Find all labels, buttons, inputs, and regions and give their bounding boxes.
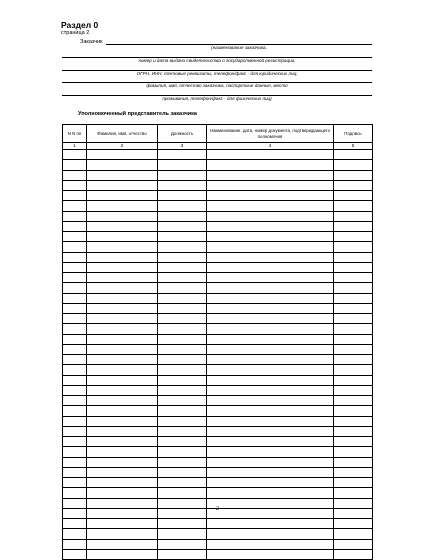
- column-number-4: 4: [207, 143, 334, 150]
- table-cell: [87, 519, 158, 529]
- column-number-3: 3: [158, 143, 207, 150]
- table-cell: [158, 396, 207, 406]
- table-row: [63, 437, 373, 447]
- table-cell: [87, 396, 158, 406]
- table-cell: [207, 519, 334, 529]
- table-cell: [334, 221, 373, 231]
- table-cell: [158, 529, 207, 539]
- table-cell: [63, 180, 87, 190]
- table-cell: [207, 375, 334, 385]
- table-cell: [158, 221, 207, 231]
- table-row: [63, 385, 373, 395]
- table-cell: [334, 416, 373, 426]
- table-cell: [334, 467, 373, 477]
- table-cell: [63, 365, 87, 375]
- table-cell: [63, 519, 87, 529]
- table-body: [63, 150, 373, 560]
- table-cell: [207, 314, 334, 324]
- table-cell: [207, 457, 334, 467]
- table-row: [63, 365, 373, 375]
- table-row: [63, 160, 373, 170]
- column-number-5: 5: [334, 143, 373, 150]
- table-cell: [334, 180, 373, 190]
- table-cell: [87, 416, 158, 426]
- table-cell: [87, 211, 158, 221]
- table-row: [63, 283, 373, 293]
- table-row: [63, 519, 373, 529]
- table-cell: [63, 334, 87, 344]
- table-cell: [158, 232, 207, 242]
- table-cell: [87, 437, 158, 447]
- column-number-2: 2: [87, 143, 158, 150]
- table-cell: [158, 170, 207, 180]
- table-row: [63, 242, 373, 252]
- table-cell: [207, 344, 334, 354]
- table-cell: [207, 303, 334, 313]
- representatives-table: [62, 124, 373, 560]
- table-cell: [158, 262, 207, 272]
- table-row: [63, 344, 373, 354]
- table-row: [63, 314, 373, 324]
- table-cell: [158, 549, 207, 559]
- table-cell: [334, 232, 373, 242]
- table-cell: [334, 283, 373, 293]
- table-cell: [158, 252, 207, 262]
- table-row: [63, 303, 373, 313]
- table-cell: [207, 191, 334, 201]
- table-cell: [63, 303, 87, 313]
- table-cell: [87, 406, 158, 416]
- table-cell: [334, 385, 373, 395]
- table-cell: [87, 283, 158, 293]
- table-row: [63, 488, 373, 498]
- table-cell: [63, 324, 87, 334]
- table-row: [63, 201, 373, 211]
- table-cell: [207, 385, 334, 395]
- table-cell: [63, 262, 87, 272]
- table-row: [63, 406, 373, 416]
- table-cell: [87, 385, 158, 395]
- table-cell: [63, 549, 87, 559]
- table-cell: [158, 447, 207, 457]
- table-cell: [158, 437, 207, 447]
- table-row: [63, 457, 373, 467]
- column-header-full-name: Фамилия, имя, отчество: [87, 125, 158, 143]
- table-cell: [87, 478, 158, 488]
- customer-caption-5: проживания, телефон/факс - для физических лиц): [162, 96, 272, 101]
- table-cell: [334, 150, 373, 160]
- table-cell: [334, 201, 373, 211]
- table-cell: [87, 201, 158, 211]
- table-cell: [63, 160, 87, 170]
- table-cell: [334, 170, 373, 180]
- table-cell: [87, 355, 158, 365]
- table-cell: [334, 447, 373, 457]
- table-cell: [87, 334, 158, 344]
- table-cell: [87, 262, 158, 272]
- table-cell: [63, 416, 87, 426]
- table-cell: [158, 201, 207, 211]
- table-cell: [334, 252, 373, 262]
- table-cell: [207, 406, 334, 416]
- table-cell: [63, 488, 87, 498]
- table-row: [63, 221, 373, 231]
- table-row: [63, 539, 373, 549]
- table-cell: [87, 539, 158, 549]
- table-cell: [207, 426, 334, 436]
- column-number-1: 1: [63, 143, 87, 150]
- customer-label: Заказчик: [80, 39, 103, 45]
- table-cell: [87, 549, 158, 559]
- table-cell: [158, 191, 207, 201]
- customer-caption-4: фамилия, имя, отчество заказчика, паспортные данные, место: [146, 83, 288, 88]
- table-row: [63, 529, 373, 539]
- table-cell: [334, 242, 373, 252]
- table-cell: [207, 488, 334, 498]
- table-cell: [334, 549, 373, 559]
- table-row: [63, 293, 373, 303]
- table-cell: [87, 293, 158, 303]
- table-cell: [207, 324, 334, 334]
- table-cell: [207, 334, 334, 344]
- table-cell: [158, 539, 207, 549]
- table-row: [63, 447, 373, 457]
- table-cell: [334, 160, 373, 170]
- table-cell: [334, 478, 373, 488]
- table-cell: [158, 344, 207, 354]
- table-cell: [63, 273, 87, 283]
- table-cell: [334, 324, 373, 334]
- table-cell: [334, 406, 373, 416]
- table-row: [63, 416, 373, 426]
- table-row: [63, 180, 373, 190]
- table-cell: [158, 416, 207, 426]
- table-cell: [334, 396, 373, 406]
- table-cell: [63, 396, 87, 406]
- table-cell: [158, 375, 207, 385]
- table-cell: [87, 457, 158, 467]
- table-cell: [158, 426, 207, 436]
- table-cell: [207, 396, 334, 406]
- table-cell: [87, 375, 158, 385]
- table-cell: [207, 529, 334, 539]
- table-cell: [158, 488, 207, 498]
- table-cell: [158, 273, 207, 283]
- table-cell: [334, 334, 373, 344]
- table-row: [63, 262, 373, 272]
- table-cell: [158, 150, 207, 160]
- representative-heading: Уполномоченный представитель заказчика: [78, 111, 197, 117]
- table-cell: [207, 437, 334, 447]
- table-cell: [207, 478, 334, 488]
- table-cell: [87, 160, 158, 170]
- table-cell: [207, 293, 334, 303]
- column-header-document: Наименование, дата, номер документа, подтверждающего полномочия: [207, 125, 334, 143]
- table-cell: [63, 457, 87, 467]
- table-cell: [158, 293, 207, 303]
- table-cell: [158, 314, 207, 324]
- table-cell: [63, 232, 87, 242]
- table-row: [63, 426, 373, 436]
- table-cell: [63, 385, 87, 395]
- table-cell: [207, 539, 334, 549]
- table-cell: [87, 242, 158, 252]
- table-row: [63, 211, 373, 221]
- table-cell: [87, 344, 158, 354]
- table-cell: [158, 211, 207, 221]
- table-cell: [207, 283, 334, 293]
- table-cell: [87, 314, 158, 324]
- table-cell: [207, 242, 334, 252]
- table-cell: [207, 355, 334, 365]
- table-cell: [334, 293, 373, 303]
- table-cell: [334, 539, 373, 549]
- page-number: 2: [216, 506, 219, 512]
- table-cell: [158, 406, 207, 416]
- table-cell: [63, 293, 87, 303]
- table-cell: [334, 488, 373, 498]
- table-cell: [158, 160, 207, 170]
- table-cell: [63, 375, 87, 385]
- customer-caption-1: (наименование заказчика,: [211, 45, 267, 50]
- table-cell: [158, 365, 207, 375]
- table-cell: [63, 211, 87, 221]
- table-cell: [334, 314, 373, 324]
- table-cell: [63, 539, 87, 549]
- table-cell: [207, 549, 334, 559]
- table-cell: [207, 170, 334, 180]
- table-row: [63, 396, 373, 406]
- customer-caption-2: номер и дата выдачи свидетельства о государственной регистрации,: [138, 58, 296, 63]
- table-cell: [87, 467, 158, 477]
- table-cell: [334, 437, 373, 447]
- table-cell: [207, 180, 334, 190]
- column-header-signature: Подпись: [334, 125, 373, 143]
- table-cell: [63, 426, 87, 436]
- table-cell: [334, 519, 373, 529]
- table-cell: [334, 303, 373, 313]
- table-cell: [158, 467, 207, 477]
- table-cell: [87, 324, 158, 334]
- table-cell: [158, 478, 207, 488]
- table-cell: [334, 355, 373, 365]
- table-cell: [63, 344, 87, 354]
- table-cell: [158, 283, 207, 293]
- table-row: [63, 170, 373, 180]
- table-cell: [63, 314, 87, 324]
- table-cell: [63, 191, 87, 201]
- table-cell: [87, 170, 158, 180]
- table-row: [63, 549, 373, 559]
- table-cell: [334, 262, 373, 272]
- table-cell: [158, 355, 207, 365]
- section-title: Раздел 0: [61, 20, 99, 30]
- table-row: [63, 191, 373, 201]
- table-cell: [63, 406, 87, 416]
- table-row: [63, 273, 373, 283]
- column-header-position: Должность: [158, 125, 207, 143]
- table-cell: [87, 488, 158, 498]
- table-header-row: [63, 125, 373, 143]
- table-cell: [87, 365, 158, 375]
- table-cell: [334, 273, 373, 283]
- table-cell: [334, 375, 373, 385]
- table-cell: [63, 529, 87, 539]
- customer-caption-3: ОГРН, ИНН, почтовые реквизиты, телефон/факс - для юридических лиц;: [136, 71, 298, 76]
- table-cell: [207, 467, 334, 477]
- table-cell: [158, 385, 207, 395]
- table-cell: [87, 303, 158, 313]
- column-header-number: N N пп: [63, 125, 87, 143]
- table-cell: [87, 180, 158, 190]
- table-cell: [158, 242, 207, 252]
- table-cell: [63, 201, 87, 211]
- table-cell: [334, 191, 373, 201]
- table-row: [63, 252, 373, 262]
- table-cell: [87, 529, 158, 539]
- table-cell: [334, 344, 373, 354]
- table-cell: [158, 457, 207, 467]
- table-row: [63, 467, 373, 477]
- table-cell: [207, 252, 334, 262]
- table-row: [63, 150, 373, 160]
- table-cell: [63, 170, 87, 180]
- table-row: [63, 324, 373, 334]
- table-cell: [63, 221, 87, 231]
- table-cell: [334, 211, 373, 221]
- table-cell: [87, 447, 158, 457]
- table-cell: [87, 150, 158, 160]
- table-cell: [207, 262, 334, 272]
- table-row: [63, 355, 373, 365]
- table-cell: [87, 191, 158, 201]
- table-cell: [87, 221, 158, 231]
- table-cell: [87, 252, 158, 262]
- table-cell: [207, 416, 334, 426]
- table-cell: [334, 426, 373, 436]
- table-row: [63, 232, 373, 242]
- table-cell: [158, 519, 207, 529]
- table-cell: [207, 201, 334, 211]
- table-cell: [87, 426, 158, 436]
- table-cell: [63, 437, 87, 447]
- table-cell: [158, 180, 207, 190]
- table-cell: [63, 242, 87, 252]
- table-cell: [207, 273, 334, 283]
- table-cell: [207, 447, 334, 457]
- table-cell: [63, 447, 87, 457]
- table-cell: [207, 160, 334, 170]
- table-cell: [63, 283, 87, 293]
- table-cell: [87, 232, 158, 242]
- table-cell: [207, 232, 334, 242]
- table-cell: [158, 334, 207, 344]
- table-row: [63, 478, 373, 488]
- table-cell: [87, 273, 158, 283]
- table-cell: [158, 324, 207, 334]
- table-cell: [63, 478, 87, 488]
- table-cell: [207, 365, 334, 375]
- table-column-numbers-row: [63, 143, 373, 150]
- table-cell: [207, 221, 334, 231]
- table-cell: [207, 211, 334, 221]
- table-cell: [207, 150, 334, 160]
- table-row: [63, 334, 373, 344]
- table-cell: [63, 355, 87, 365]
- table-cell: [158, 303, 207, 313]
- table-cell: [334, 529, 373, 539]
- table-cell: [63, 467, 87, 477]
- table-cell: [63, 150, 87, 160]
- page-subtitle: страница 2: [61, 30, 90, 36]
- table-row: [63, 375, 373, 385]
- table-cell: [334, 365, 373, 375]
- table-cell: [63, 252, 87, 262]
- table-cell: [334, 457, 373, 467]
